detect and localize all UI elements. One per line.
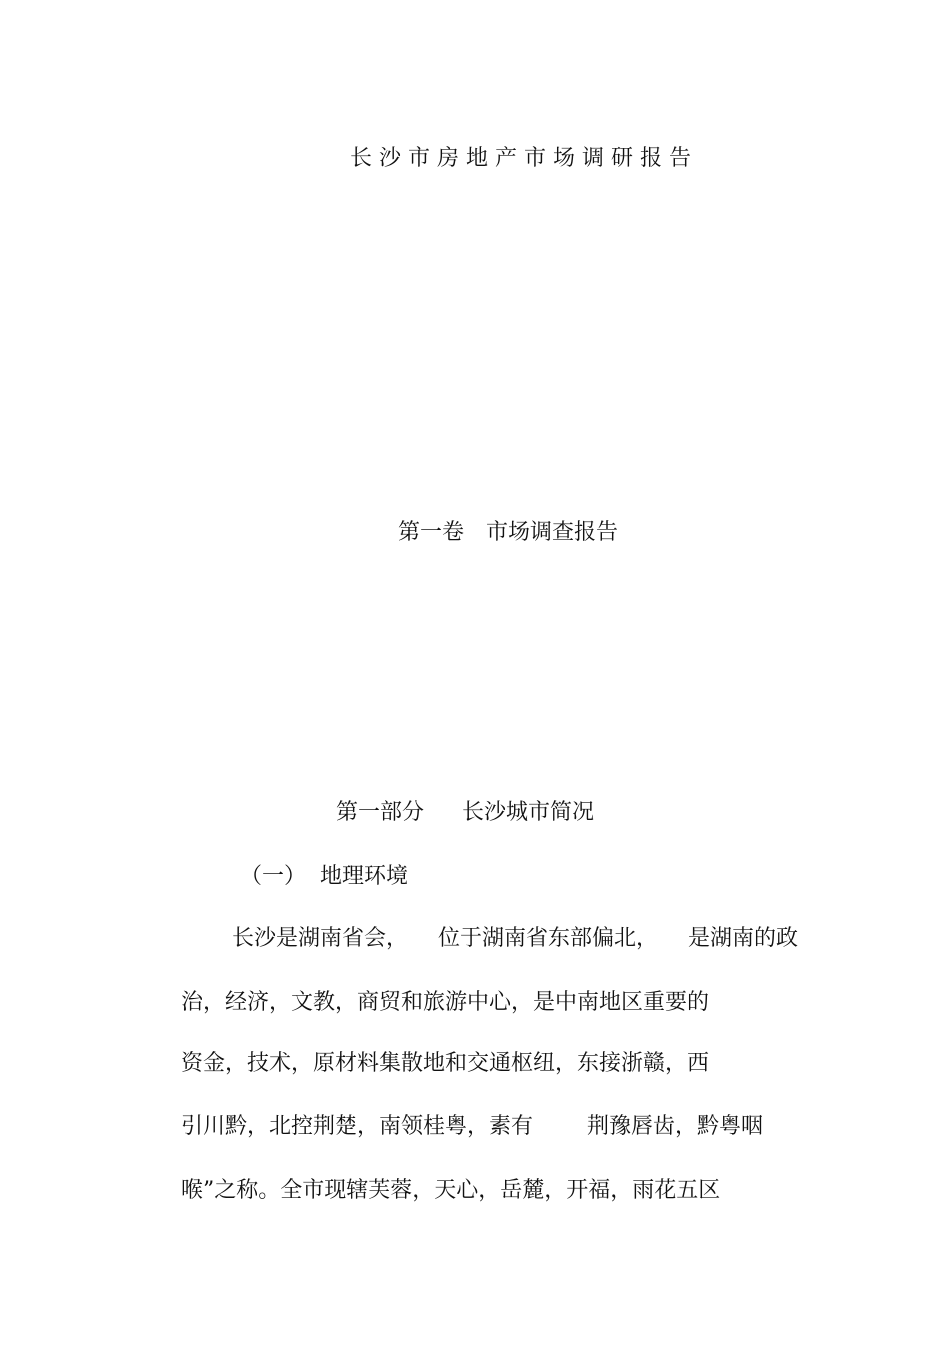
volume-heading — [398, 522, 618, 544]
section-name: 地理环境 — [320, 864, 409, 889]
volume-label: 第一卷 — [398, 520, 465, 545]
part-name: 长沙城市简况 — [462, 800, 595, 825]
paragraph-line — [232, 928, 798, 950]
volume-name: 市场调查报告 — [486, 520, 619, 545]
paragraph-line: 喉”之称。全市现辖芙蓉，天心，岳麓，开福，雨花五区 — [181, 1178, 721, 1203]
paragraph-line — [181, 1116, 763, 1138]
paragraph-line: 治，经济，文教，商贸和旅游中心，是中南地区重要的 — [181, 990, 710, 1015]
paragraph-text: 位于湖南省东部偏北， — [438, 926, 659, 951]
paragraph-text: 是湖南的政 — [688, 926, 799, 951]
document-title: 长沙市房地产市场调研报告 — [350, 146, 699, 171]
part-heading — [336, 802, 594, 824]
section-heading — [240, 866, 408, 888]
paragraph-text: 长沙是湖南省会， — [232, 926, 409, 951]
section-label: （一） — [240, 864, 307, 889]
paragraph-text: 荆豫唇齿，黔粤咽 — [587, 1114, 764, 1139]
part-label: 第一部分 — [336, 800, 425, 825]
paragraph-line: 资金，技术，原材料集散地和交通枢纽，东接浙赣，西 — [181, 1051, 710, 1076]
paragraph-text: 引川黔，北控荆楚，南领桂粤，素有 — [181, 1114, 534, 1139]
